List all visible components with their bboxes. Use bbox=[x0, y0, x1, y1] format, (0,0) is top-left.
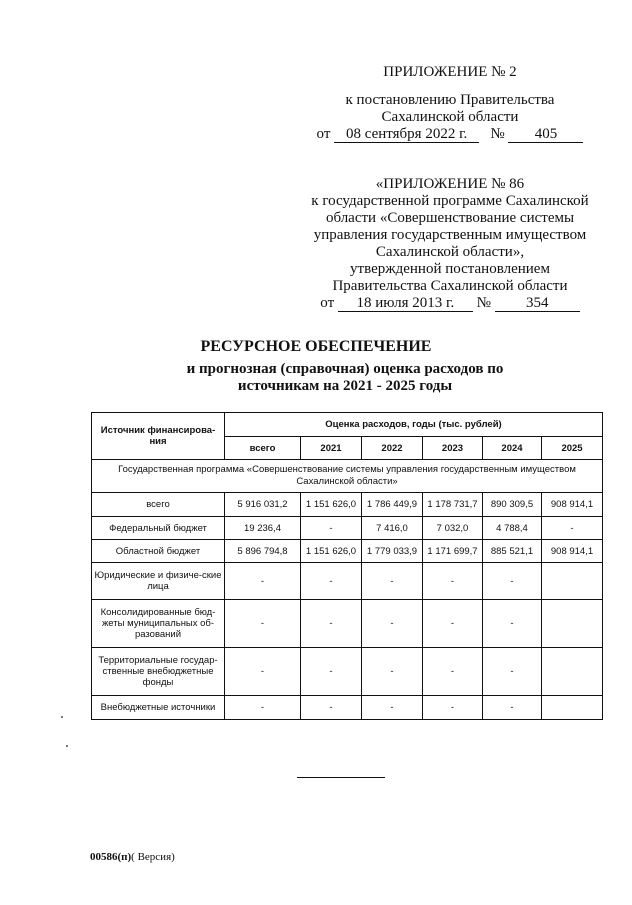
row-label: Территориальные государ-ственные внебюджетные фонды bbox=[92, 648, 225, 696]
cell-value: - bbox=[301, 648, 362, 696]
source-header: Источник финансирова-ния bbox=[92, 413, 225, 460]
column-header: 2025 bbox=[542, 437, 603, 460]
cell-value: 5 916 031,2 bbox=[225, 493, 301, 517]
document-subtitle bbox=[150, 361, 540, 395]
cell-value: 1 151 626,0 bbox=[301, 540, 362, 563]
cell-value: - bbox=[483, 600, 542, 648]
cell-value: 908 914,1 bbox=[542, 493, 603, 517]
cell-value: 1 178 731,7 bbox=[423, 493, 483, 517]
appendix-2-title: ПРИЛОЖЕНИЕ № 2 bbox=[383, 64, 517, 80]
scan-speck bbox=[66, 745, 68, 747]
cell-value: 19 236,4 bbox=[225, 517, 301, 540]
row-label: Федеральный бюджет bbox=[92, 517, 225, 540]
row-label: Консолидированные бюд-жеты муниципальных об-разований bbox=[92, 600, 225, 648]
scan-speck bbox=[61, 716, 63, 718]
cell-value: 1 171 699,7 bbox=[423, 540, 483, 563]
cell-value: - bbox=[301, 517, 362, 540]
column-header: 2021 bbox=[301, 437, 362, 460]
cell-value: - bbox=[225, 563, 301, 600]
appendix-2-line2: Сахалинской области bbox=[381, 109, 519, 125]
from-label: от bbox=[320, 295, 335, 311]
closing-rule bbox=[297, 777, 385, 778]
cell-value: - bbox=[362, 563, 423, 600]
annex-86-line: Сахалинской области», bbox=[375, 244, 525, 260]
annex-86-line: к государственной программе Сахалинской bbox=[311, 193, 589, 209]
appendix-2-ref bbox=[300, 126, 600, 143]
cell-value: - bbox=[225, 648, 301, 696]
cell-value: - bbox=[542, 517, 603, 540]
resolution-date: 08 сентября 2022 г. bbox=[334, 127, 479, 143]
table-row bbox=[92, 648, 603, 696]
number-label: № bbox=[476, 295, 491, 311]
subtitle-line2: источникам на 2021 - 2025 годы bbox=[237, 378, 453, 394]
row-label: Юридические и физиче-ские лица bbox=[92, 563, 225, 600]
document-title: РЕСУРСНОЕ ОБЕСПЕЧЕНИЕ bbox=[200, 338, 432, 355]
cell-value: - bbox=[301, 696, 362, 720]
program-name: Государственная программа «Совершенствование системы управления государственным имуществом Сахалинской области» bbox=[92, 460, 603, 493]
cell-value bbox=[542, 563, 603, 600]
cell-value: - bbox=[483, 648, 542, 696]
cell-value bbox=[542, 696, 603, 720]
cell-value: - bbox=[423, 563, 483, 600]
annex-86-line: утвержденной постановлением bbox=[350, 261, 550, 277]
row-label: всего bbox=[92, 493, 225, 517]
resource-table bbox=[91, 412, 603, 720]
cell-value: 1 151 626,0 bbox=[301, 493, 362, 517]
annex-86-title: «ПРИЛОЖЕНИЕ № 86 bbox=[375, 176, 525, 192]
annex-86-line: Правительства Сахалинской области bbox=[332, 278, 568, 294]
cell-value bbox=[542, 600, 603, 648]
cell-value: 7 032,0 bbox=[423, 517, 483, 540]
cell-value: 4 788,4 bbox=[483, 517, 542, 540]
annex-86-line: управления государственным имуществом bbox=[313, 227, 587, 243]
cell-value: - bbox=[483, 696, 542, 720]
cell-value: - bbox=[423, 696, 483, 720]
cell-value: - bbox=[423, 648, 483, 696]
annex-86-block bbox=[300, 176, 600, 312]
number-label: № bbox=[490, 126, 505, 142]
cell-value: - bbox=[301, 563, 362, 600]
document-version: ( Версия) bbox=[131, 851, 175, 863]
resolution-number: 405 bbox=[508, 127, 583, 143]
cell-value: - bbox=[225, 600, 301, 648]
table-row bbox=[92, 540, 603, 563]
program-row bbox=[92, 460, 603, 493]
cell-value: - bbox=[362, 648, 423, 696]
document-code bbox=[90, 851, 175, 863]
table-row bbox=[92, 517, 603, 540]
cell-value: 1 779 033,9 bbox=[362, 540, 423, 563]
table-row bbox=[92, 600, 603, 648]
subtitle-line1: и прогнозная (справочная) оценка расходов по bbox=[186, 361, 504, 377]
table-header-row bbox=[92, 413, 603, 437]
row-label: Внебюджетные источники bbox=[92, 696, 225, 720]
column-header: всего bbox=[225, 437, 301, 460]
row-label: Областной бюджет bbox=[92, 540, 225, 563]
table-row bbox=[92, 696, 603, 720]
program-date: 18 июля 2013 г. bbox=[338, 296, 473, 312]
cell-value bbox=[542, 648, 603, 696]
annex-86-ref bbox=[300, 295, 600, 312]
cell-value: 890 309,5 bbox=[483, 493, 542, 517]
cell-value: - bbox=[483, 563, 542, 600]
column-header: 2022 bbox=[362, 437, 423, 460]
cell-value: 885 521,1 bbox=[483, 540, 542, 563]
cell-value: 7 416,0 bbox=[362, 517, 423, 540]
appendix-2-line1: к постановлению Правительства bbox=[345, 92, 555, 108]
program-number: 354 bbox=[495, 296, 580, 312]
cell-value: - bbox=[423, 600, 483, 648]
cell-value: - bbox=[225, 696, 301, 720]
column-header: 2023 bbox=[423, 437, 483, 460]
document-code-number: 00586(п) bbox=[90, 851, 132, 863]
cell-value: 908 914,1 bbox=[542, 540, 603, 563]
cell-value: 5 896 794,8 bbox=[225, 540, 301, 563]
table-row bbox=[92, 493, 603, 517]
column-header: 2024 bbox=[483, 437, 542, 460]
cell-value: - bbox=[362, 696, 423, 720]
cell-value: 1 786 449,9 bbox=[362, 493, 423, 517]
cell-value: - bbox=[301, 600, 362, 648]
appendix-2-block bbox=[300, 64, 600, 143]
cell-value: - bbox=[362, 600, 423, 648]
estimate-header: Оценка расходов, годы (тыс. рублей) bbox=[225, 413, 603, 437]
annex-86-line: области «Совершенствование системы bbox=[325, 210, 575, 226]
from-label: от bbox=[316, 126, 331, 142]
table-row bbox=[92, 563, 603, 600]
